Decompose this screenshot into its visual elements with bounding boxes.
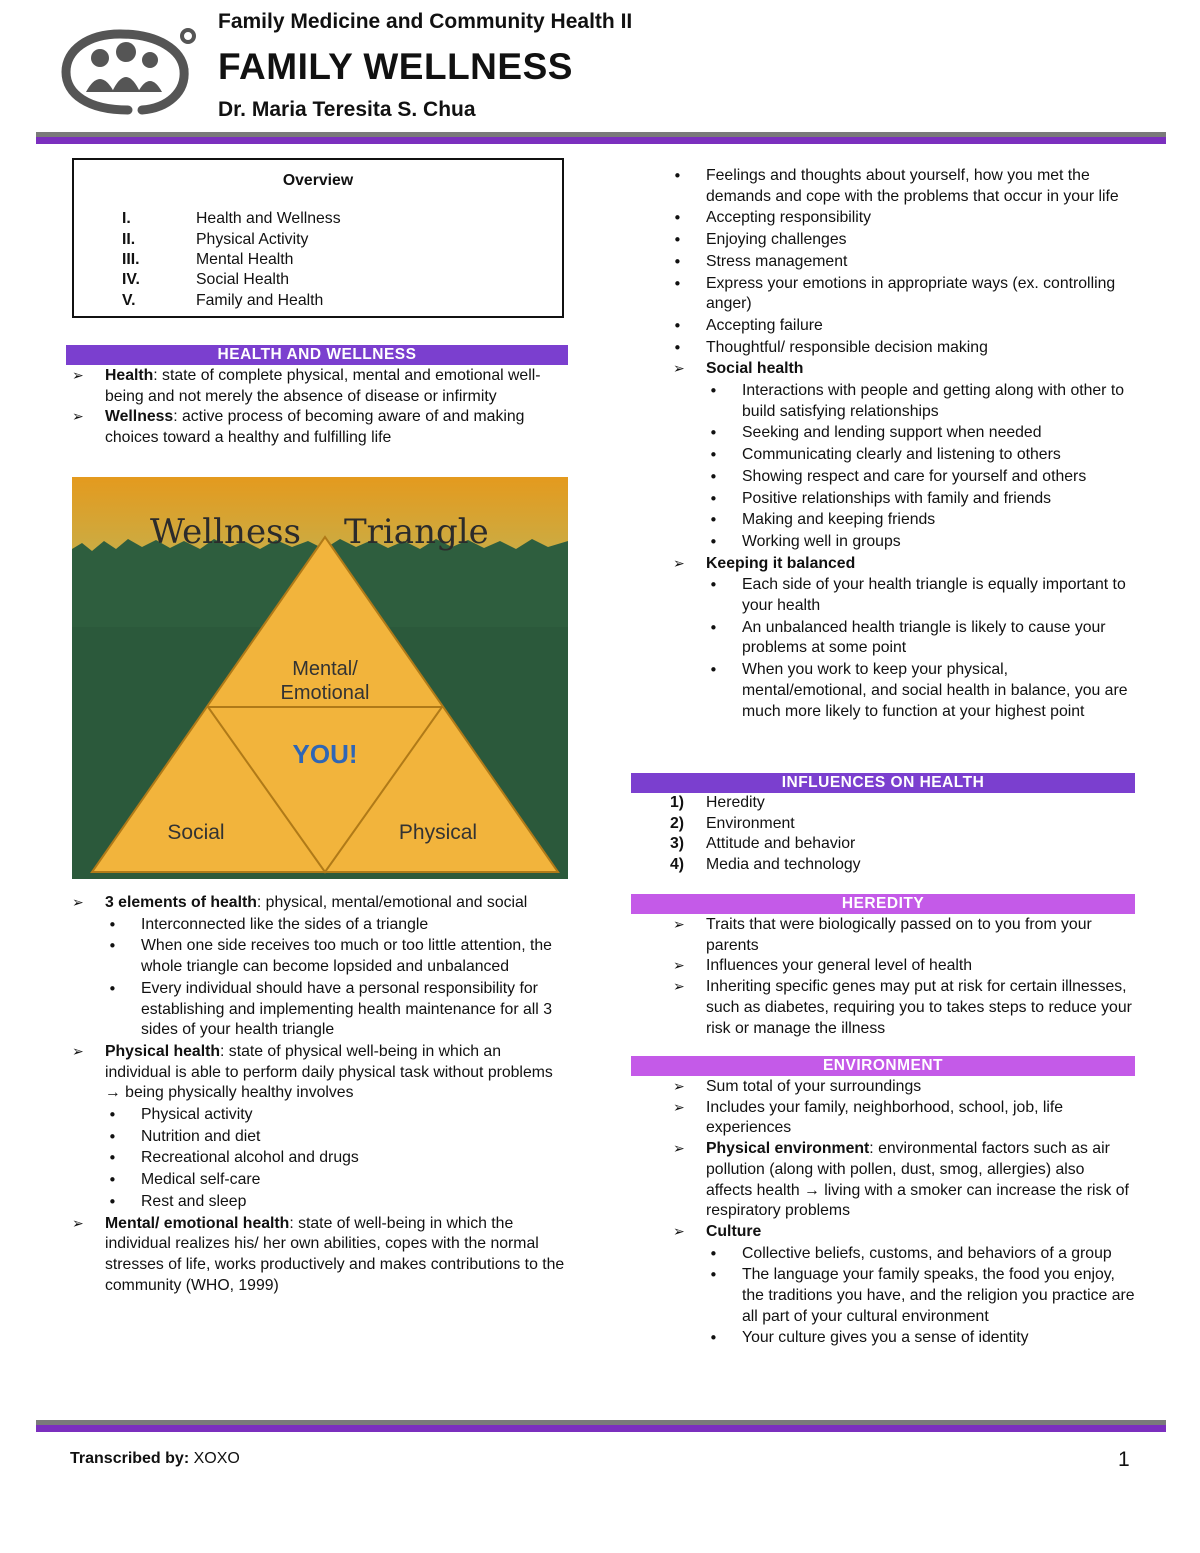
bullet-item: • Accepting failure [670,316,1135,337]
bullet-item: • Physical activity [105,1105,567,1126]
bullet-item: • Each side of your health triangle is equally important to your health [706,575,1135,616]
list-item: ➢ Sum total of your surroundings [670,1077,1135,1098]
bullet-item: • Express your emotions in appropriate ways (ex. controlling anger) [670,274,1135,315]
footer-rule [36,1420,1166,1432]
document-title: FAMILY WELLNESS [218,46,573,87]
bullet-item: • When one side receives too much or too little attention, the whole triangle can become lopsided and unbalanced [105,936,567,977]
overview-item: I. Health and Wellness [122,210,341,227]
bullet-item: • Working well in groups [706,532,1135,553]
list-item: 1) Heredity [670,794,765,811]
label-emotional: Emotional [280,682,370,704]
list-item: ➢ Keeping it balanced • Each side of your health triangle is equally important to your health • An unbalanced health triangle is likely to cause your problems at some point • When you work to keep your physical, mental/emotional, and social health in balance, you are much more likely to function at your highest point [670,554,1135,723]
section-heading-health-wellness: HEALTH AND WELLNESS [66,345,568,365]
list-item: ➢ Health: state of complete physical, mental and emotional well-being and not merely the absence of disease or infirmity [69,366,567,407]
influences-list [670,793,1135,876]
figure-title-right: Triangle [344,512,489,552]
list-item: ➢ Mental/ emotional health: state of well-being in which the individual realizes his/ her own abilities, copes with the normal stresses of life, works productively and makes contributions to the community (WHO, 1999) [69,1214,567,1297]
bullet-item: • Accepting responsibility [670,208,1135,229]
bullet-item: • Every individual should have a personal responsibility for establishing and implementing health maintenance for all 3 sides of your health triangle [105,979,567,1041]
list-item: ➢ Includes your family, neighborhood, school, job, life experiences [670,1098,1135,1139]
list-item: ➢ Physical environment: environmental factors such as air pollution (along with pollen, dust, smog, allergies) also affects health → living with a smoker can increase the risk of respiratory problems [670,1139,1135,1222]
bullet-item: • The language your family speaks, the food you enjoy, the traditions you have, and the religion you practice are all part of your cultural environment [706,1265,1135,1327]
environment-list [670,1077,1135,1350]
list-item: ➢ Influences your general level of health [670,956,1135,977]
bullet-item: • Seeking and lending support when needed [706,423,1135,444]
label-you: YOU! [292,739,358,769]
family-stethoscope-logo [58,22,198,122]
transcribed-by: Transcribed by: XOXO [70,1450,240,1467]
overview-item: III. Mental Health [122,251,294,268]
list-item: 4) Media and technology [670,856,861,874]
section-heading-heredity: HEREDITY [631,894,1135,914]
section-heading-environment: ENVIRONMENT [631,1056,1135,1076]
bullet-item: • Collective beliefs, customs, and behaviors of a group [706,1244,1135,1265]
bullet-item: • Positive relationships with family and friends [706,489,1135,510]
bullet-item: • Stress management [670,252,1135,273]
overview-item: II. Physical Activity [122,231,309,248]
list-item: ➢ Inheriting specific genes may put at risk for certain illnesses, such as diabetes, requiring you to takes steps to reduce your risk or manage the illness [670,977,1135,1039]
bullet-item: • An unbalanced health triangle is likely to cause your problems at some point [706,618,1135,659]
course-title: Family Medicine and Community Health II [218,10,633,33]
figure-title-left: Wellness [150,512,301,552]
list-item: 3) Attitude and behavior [670,835,856,853]
bullet-item: • Nutrition and diet [105,1127,567,1148]
author-name: Dr. Maria Teresita S. Chua [218,98,476,121]
list-item: ➢ Wellness: active process of becoming aware of and making choices toward a healthy and fulfilling life [69,407,567,448]
bullet-item: • Making and keeping friends [706,510,1135,531]
label-social: Social [167,821,225,844]
list-item: ➢ Culture • Collective beliefs, customs, and behaviors of a group • The language your family speaks, the food you enjoy, the traditions you have, and the religion you practice are all part of your cultural environment • Your culture gives you a sense of identity [670,1222,1135,1349]
page-number: 1 [1118,1448,1130,1471]
health-elements [105,893,567,1296]
bullet-item: • Feelings and thoughts about yourself, how you met the demands and cope with the problems that occur in your life [670,166,1135,207]
bullet-item: • Interconnected like the sides of a triangle [105,915,567,936]
section-heading-influences: INFLUENCES ON HEALTH [631,773,1135,793]
label-mental: Mental/ [292,658,358,680]
bullet-item: • Thoughtful/ responsible decision making [670,338,1135,359]
bullet-item: • When you work to keep your physical, mental/emotional, and social health in balance, you are much more likely to function at your highest point [706,660,1135,722]
wellness-triangle-figure [72,477,568,879]
bullet-item: • Communicating clearly and listening to others [706,445,1135,466]
bullet-item: • Enjoying challenges [670,230,1135,251]
list-item: ➢ Traits that were biologically passed on to you from your parents [670,915,1135,956]
overview-item: IV. Social Health [122,271,290,288]
header-rule [36,132,1166,144]
heredity-list [670,915,1135,1039]
overview-item: V. Family and Health [122,292,324,309]
list-item: 2) Environment [670,814,795,832]
bullet-item: • Recreational alcohol and drugs [105,1148,567,1169]
list-item: ➢ 3 elements of health: physical, mental/emotional and social • Interconnected like the sides of a triangle • When one side receives too much or too little attention, the whole triangle can become lopsided and unbalanced • Every individual should have a personal responsibility for establishing and implementing health maintenance for all 3 sides of your health triangle [69,893,567,1041]
overview-heading: Overview [282,172,354,189]
list-item: ➢ Social health • Interactions with people and getting along with other to build satisfying relationships • Seeking and lending support when needed • Communicating clearly and listening to others • Showing respect and care for yourself and others • Positive relationships with family and friends • Making and keeping friends • Working well in groups [670,359,1135,552]
bullet-item: • Rest and sleep [105,1192,567,1213]
bullet-item: • Interactions with people and getting along with other to build satisfying relationships [706,381,1135,422]
bullet-item: • Medical self-care [105,1170,567,1191]
list-item: ➢ Physical health: state of physical well-being in which an individual is able to perform daily physical task without problems → being physically healthy involves • Physical activity • Nutrition and diet • Recreational alcohol and drugs • Medical self-care • Rest and sleep [69,1042,567,1213]
health-definitions [105,366,567,449]
overview-box [72,158,564,318]
right-column-top [670,165,1135,723]
bullet-item: • Showing respect and care for yourself and others [706,467,1135,488]
bullet-item: • Your culture gives you a sense of identity [706,1328,1135,1349]
label-physical: Physical [398,821,478,844]
